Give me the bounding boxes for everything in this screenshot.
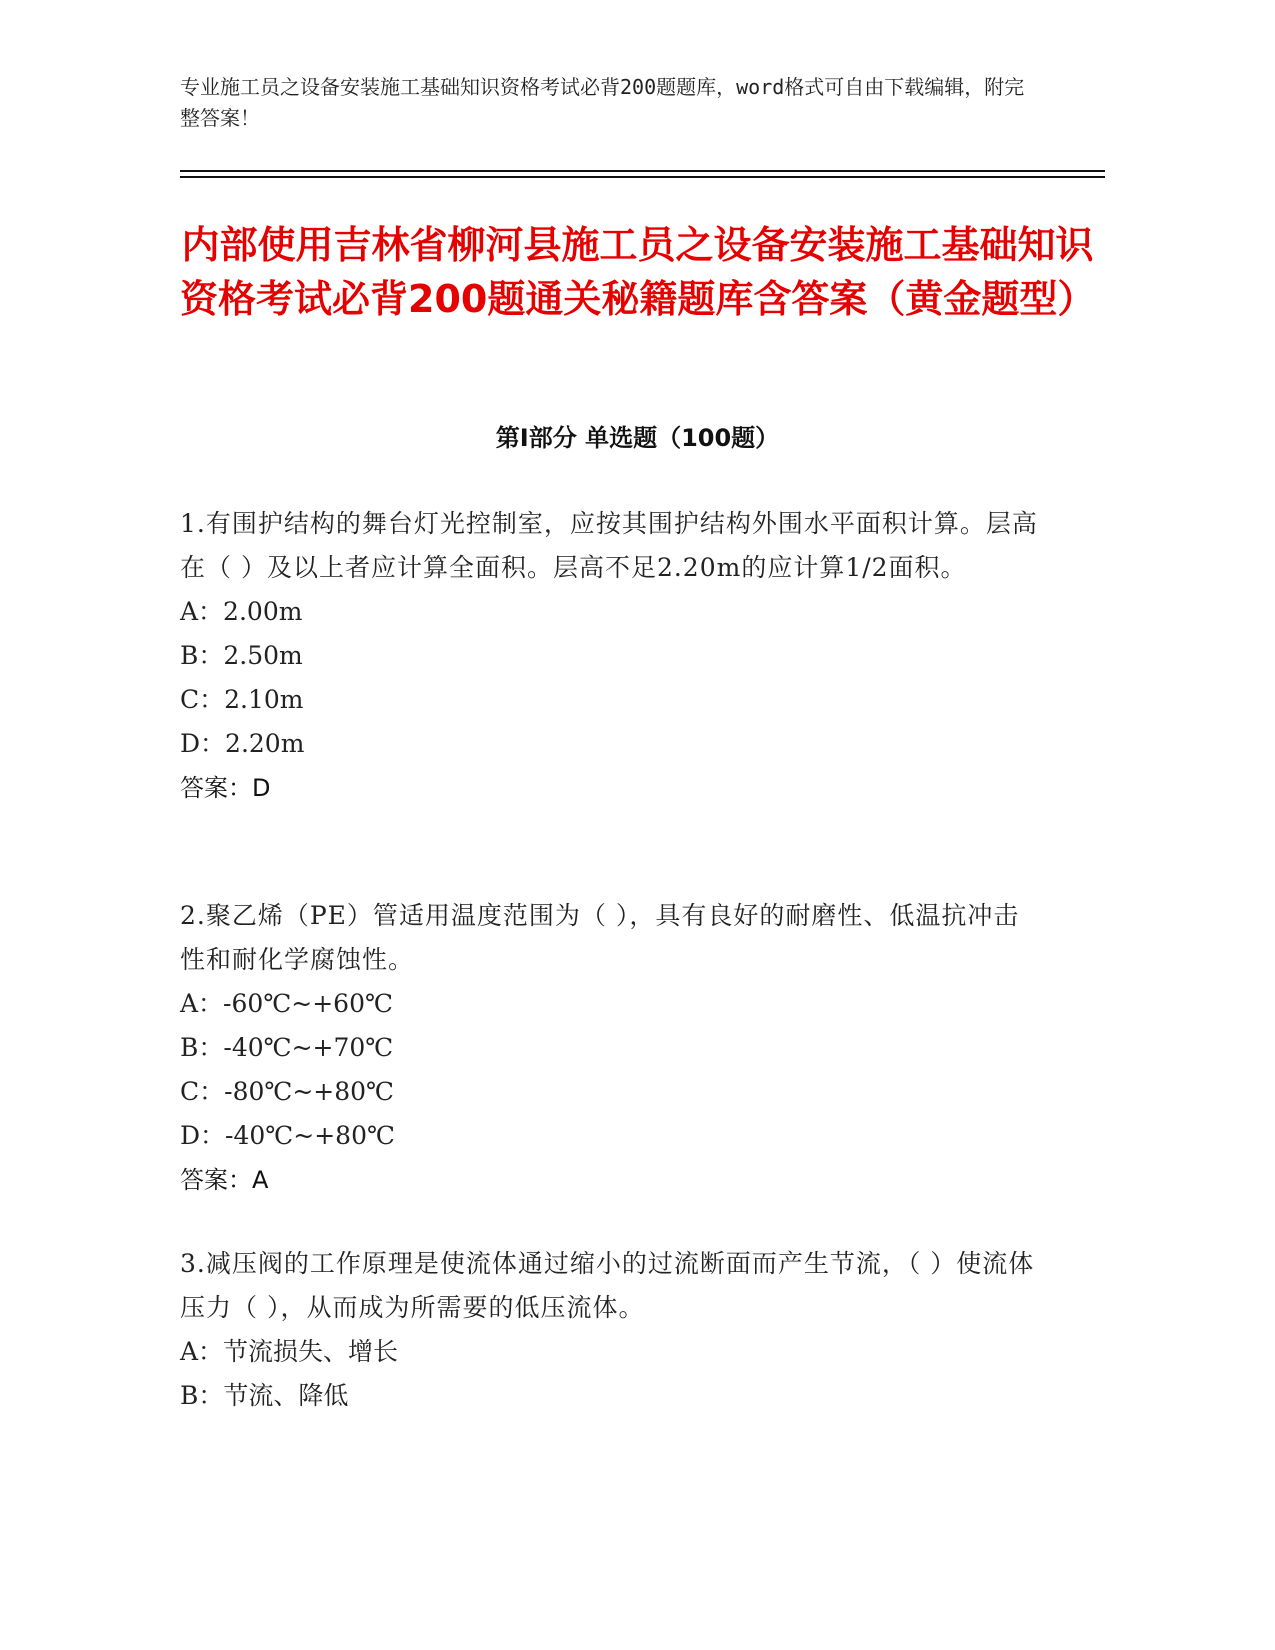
question-text: 1.有围护结构的舞台灯光控制室，应按其围护结构外围水平面积计算。层高在（ ）及以上者应计算全面积。层高不足2.20m的应计算1/2面积。 (180, 509, 1038, 582)
question-2 (180, 894, 1040, 1202)
option-a: A：-60℃~+60℃ (180, 989, 393, 1018)
option-d: D：2.20m (180, 729, 305, 758)
header-rule-top (180, 170, 1105, 172)
document-title: 内部使用吉林省柳河县施工员之设备安装施工基础知识资格考试必背200题通关秘籍题库含答案（黄金题型） (180, 223, 1096, 321)
option-b: B：-40℃~+70℃ (180, 1033, 394, 1062)
option-d: D：-40℃~+80℃ (180, 1121, 395, 1150)
option-a: A：节流损失、增长 (180, 1337, 399, 1366)
header-rule-bottom (180, 176, 1105, 178)
option-b: B：2.50m (180, 641, 303, 670)
header-note: 专业施工员之设备安装施工基础知识资格考试必背200题题库，word格式可自由下载编辑，附完整答案！ (180, 75, 1025, 130)
section-heading: 第Ⅰ部分 单选题（100题） (495, 424, 780, 452)
option-a: A：2.00m (180, 597, 303, 626)
question-3 (180, 1242, 1040, 1418)
option-c: C：2.10m (180, 685, 304, 714)
question-1 (180, 502, 1040, 810)
question-text: 3.减压阀的工作原理是使流体通过缩小的过流断面而产生节流，（ ）使流体压力（ ），从而成为所需要的低压流体。 (180, 1249, 1035, 1322)
option-c: C：-80℃~+80℃ (180, 1077, 395, 1106)
question-text: 2.聚乙烯（PE）管适用温度范围为（ ），具有良好的耐磨性、低温抗冲击性和耐化学腐蚀性。 (180, 901, 1020, 974)
answer: 答案：A (180, 1166, 269, 1194)
option-b: B：节流、降低 (180, 1381, 349, 1410)
answer: 答案：D (180, 774, 271, 802)
